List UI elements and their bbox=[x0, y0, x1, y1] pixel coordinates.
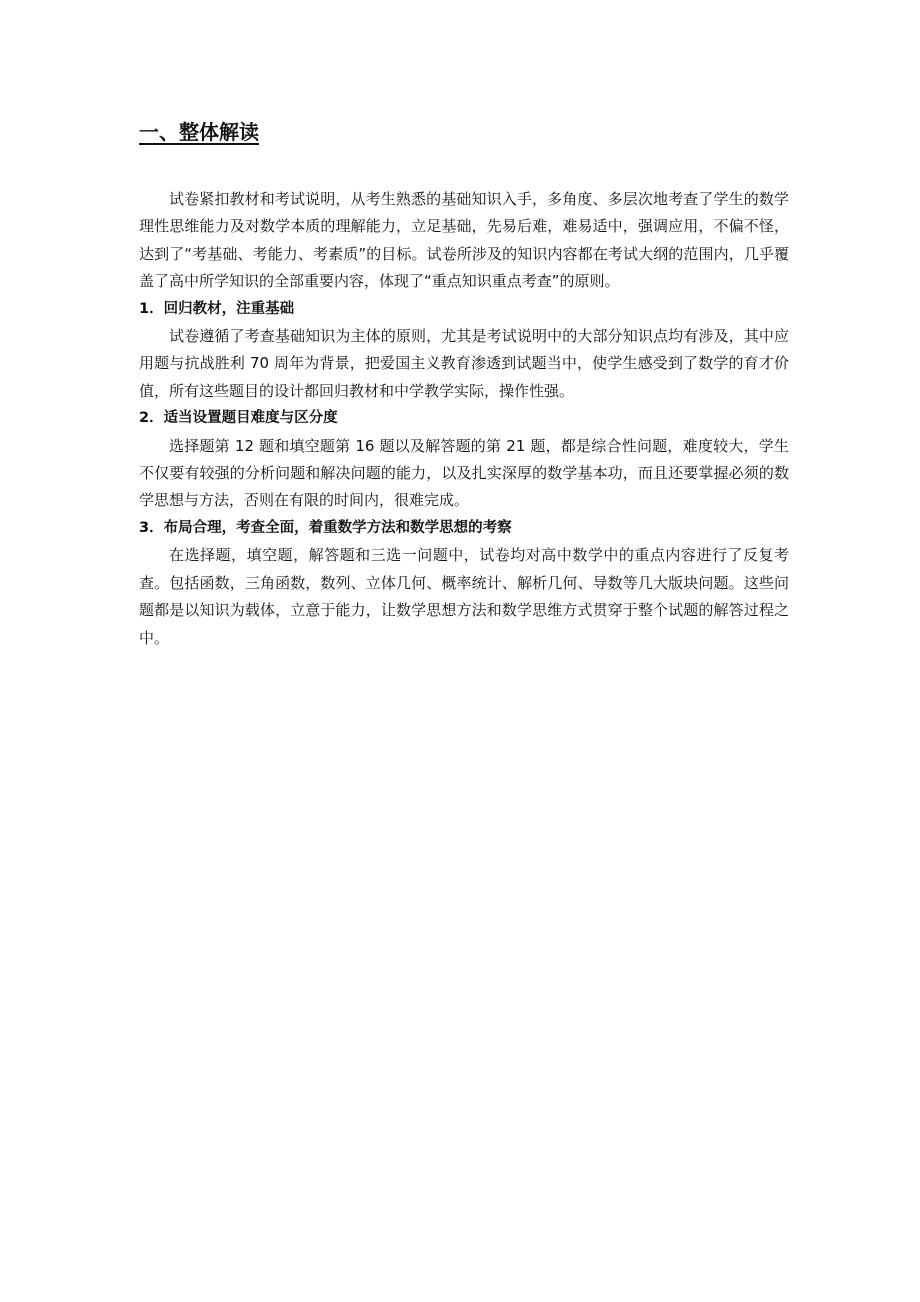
subsection-heading-3: 3．布局合理，考查全面，着重数学方法和数学思想的考察 bbox=[139, 519, 512, 536]
subsection-paragraph-2: 选择题第 12 题和填空题第 16 题以及解答题的第 21 题，都是综合性问题，难度较大，学生不仅要有较强的分析问题和解决问题的能力，以及扎实深厚的数学基本功，而且还要掌握必须的数学思想与方法，否则在有限的时间内，很难完成。 bbox=[139, 436, 789, 510]
document-body bbox=[139, 186, 789, 652]
subsection-paragraph-1: 试卷遵循了考查基础知识为主体的原则，尤其是考试说明中的大部分知识点均有涉及，其中应用题与抗战胜利 70 周年为背景，把爱国主义教育渗透到试题当中，使学生感受到了数学的育才价值，所有这些题目的设计都回归教材和中学教学实际，操作性强。 bbox=[139, 327, 789, 400]
section-title: 一、整体解读 bbox=[139, 120, 259, 144]
subsection-heading-2: 2．适当设置题目难度与区分度 bbox=[139, 410, 338, 427]
subsection-paragraph-3: 在选择题，填空题，解答题和三选一问题中，试卷均对高中数学中的重点内容进行了反复考查。包括函数，三角函数，数列、立体几何、概率统计、解析几何、导数等几大版块问题。这些问题都是以知识为载体，立意于能力，让数学思想方法和数学思维方式贯穿于整个试题的解答过程之中。 bbox=[139, 546, 789, 647]
subsection-heading-1: 1．回归教材，注重基础 bbox=[139, 300, 295, 317]
intro-paragraph: 试卷紧扣教材和考试说明，从考生熟悉的基础知识入手，多角度、多层次地考查了学生的数学理性思维能力及对数学本质的理解能力，立足基础，先易后难，难易适中，强调应用，不偏不怪，达到了“考基础、考能力、考素质”的目标。试卷所涉及的知识内容都在考试大纲的范围内，几乎覆盖了高中所学知识的全部重要内容，体现了“重点知识重点考查”的原则。 bbox=[139, 190, 789, 291]
